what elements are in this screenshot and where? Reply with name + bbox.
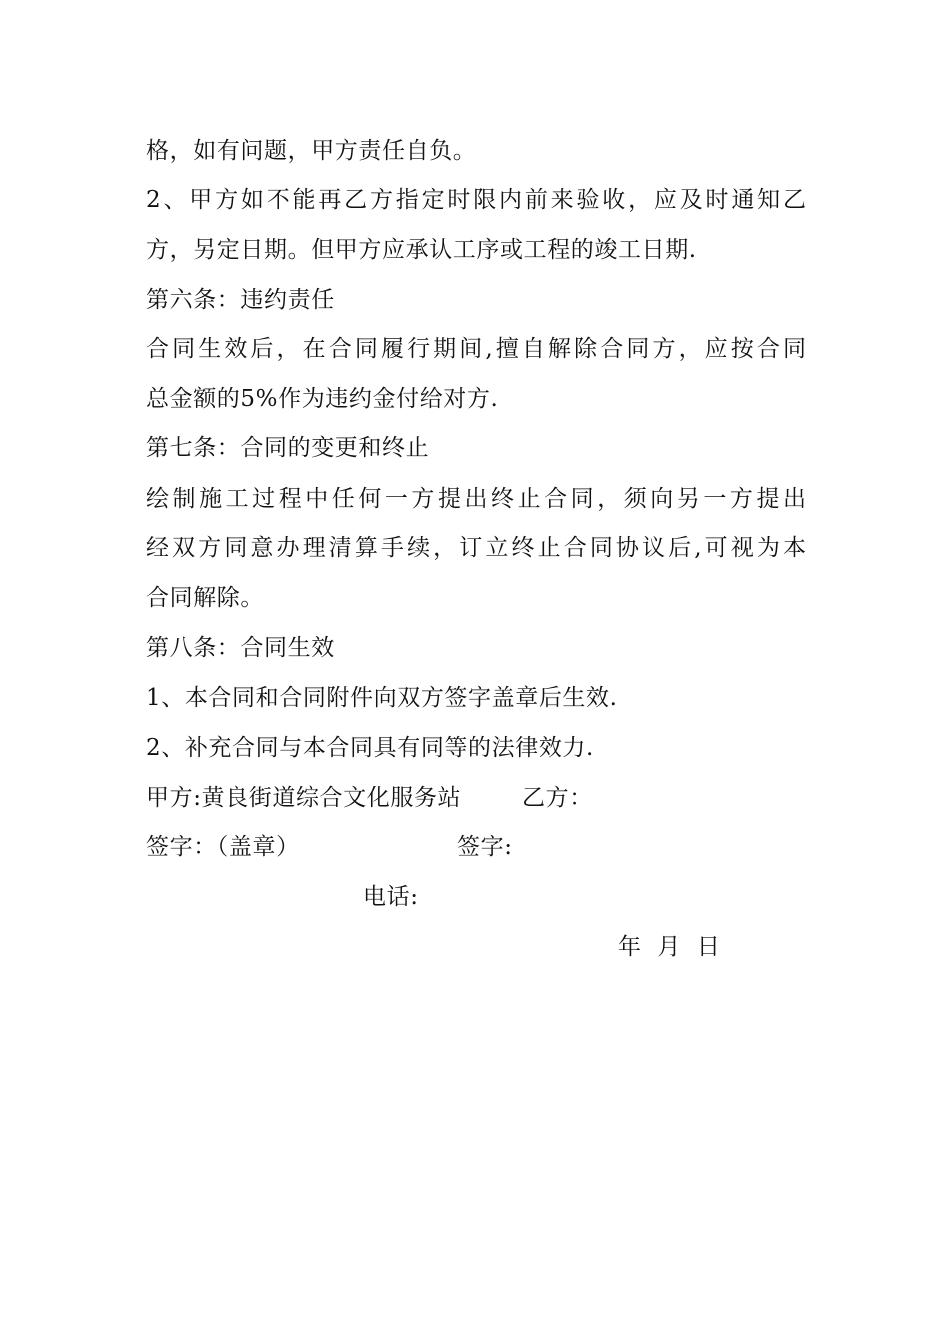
section-heading: 第六条：违约责任 bbox=[146, 287, 335, 313]
paragraph-line: 合同生效后，在合同履行期间,擅自解除合同方，应按合同 bbox=[146, 336, 806, 362]
paragraph-line: 1、本合同和合同附件向双方签字盖章后生效. bbox=[146, 685, 618, 711]
paragraph-line: 总金额的5%作为违约金付给对方. bbox=[146, 386, 499, 412]
date-line: 年 月 日 bbox=[618, 934, 721, 960]
section-heading: 第七条：合同的变更和终止 bbox=[146, 435, 430, 461]
party-b-label: 乙方： bbox=[522, 785, 593, 811]
paragraph-line: 2、补充合同与本合同具有同等的法律效力. bbox=[146, 735, 594, 761]
paragraph-line: 2、甲方如不能再乙方指定时限内前来验收，应及时通知乙 bbox=[146, 187, 806, 213]
party-a-label: 甲方:黄良街道综合文化服务站 bbox=[146, 785, 462, 811]
party-a-signature: 签字：（盖章） bbox=[146, 834, 300, 860]
section-heading: 第八条：合同生效 bbox=[146, 635, 335, 661]
phone-label: 电话: bbox=[363, 884, 419, 910]
party-b-signature: 签字: bbox=[457, 834, 513, 860]
paragraph-line: 绘制施工过程中任何一方提出终止合同，须向另一方提出 bbox=[146, 486, 806, 512]
paragraph-line: 经双方同意办理清算手续，订立终止合同协议后,可视为本 bbox=[146, 535, 806, 561]
paragraph-line: 方，另定日期。但甲方应承认工序或工程的竣工日期. bbox=[146, 237, 697, 263]
paragraph-line: 格，如有问题，甲方责任自负。 bbox=[146, 138, 477, 164]
paragraph-line: 合同解除。 bbox=[146, 585, 264, 611]
